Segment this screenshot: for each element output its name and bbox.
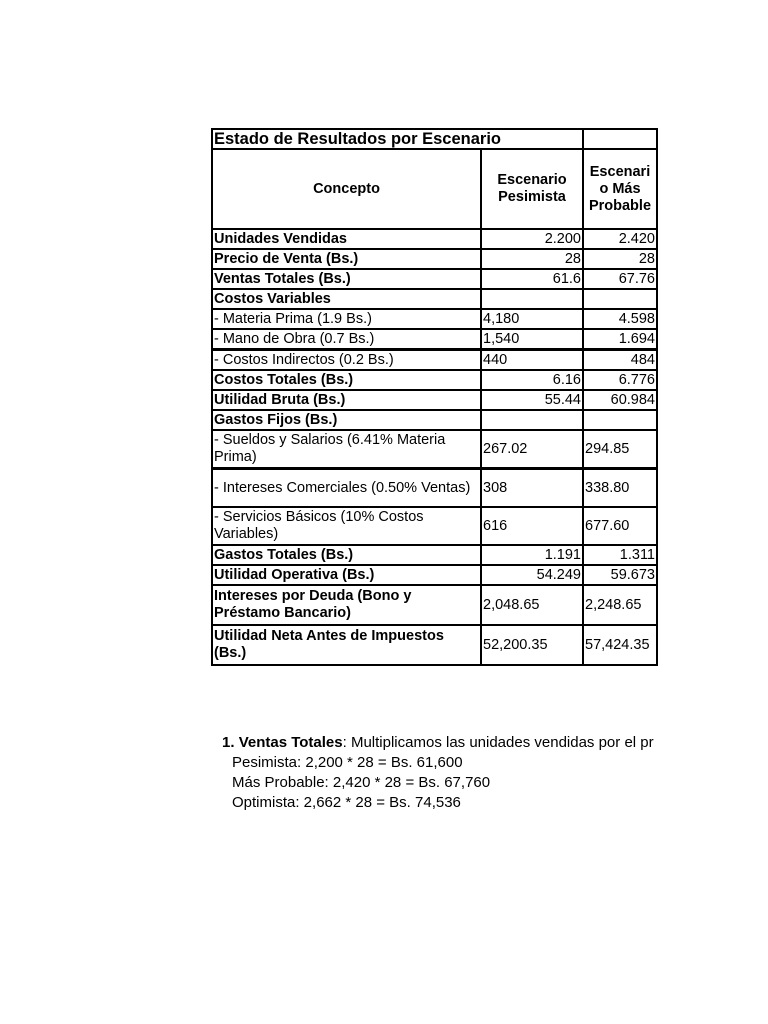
row-probable-value: 57,424.35: [583, 625, 657, 665]
row-probable-value: 59.673: [583, 565, 657, 585]
row-probable-value: 294.85: [583, 430, 657, 469]
row-label: - Costos Indirectos (0.2 Bs.): [212, 350, 481, 371]
row-pesimista-value: 2.200: [481, 229, 583, 249]
explanation-heading: [222, 733, 662, 753]
row-pesimista-value: 267.02: [481, 430, 583, 469]
income-statement-table: [211, 128, 658, 666]
explanation-number: 1.: [222, 734, 235, 751]
row-pesimista-value: 308: [481, 469, 583, 508]
explanation-line: Optimista: 2,662 * 28 = Bs. 74,536: [232, 794, 461, 811]
row-pesimista-value: 2,048.65: [481, 585, 583, 625]
explanation-term: Ventas Totales: [238, 734, 343, 751]
row-label: - Mano de Obra (0.7 Bs.): [212, 329, 481, 350]
row-pesimista-value: 28: [481, 249, 583, 269]
explanation-line: Más Probable: 2,420 * 28 = Bs. 67,760: [232, 774, 491, 791]
row-probable-value: 2,248.65: [583, 585, 657, 625]
header-probable: Escenari o Más Probable: [583, 149, 657, 229]
row-probable-value: 1.311: [583, 545, 657, 565]
row-label: Costos Totales (Bs.): [212, 370, 481, 390]
row-pesimista-value: 6.16: [481, 370, 583, 390]
row-label: Ventas Totales (Bs.): [212, 269, 481, 289]
row-label: - Sueldos y Salarios (6.41% Materia Prima): [212, 430, 481, 469]
row-probable-value: 1.694: [583, 329, 657, 350]
explanation-text: : Multiplicamos las unidades vendidas por el pr: [342, 734, 654, 751]
row-probable-value: 60.984: [583, 390, 657, 410]
row-pesimista-value: [481, 410, 583, 430]
row-probable-value: 4.598: [583, 309, 657, 329]
row-pesimista-value: [481, 289, 583, 309]
row-label: Gastos Fijos (Bs.): [212, 410, 481, 430]
explanation-line: Pesimista: 2,200 * 28 = Bs. 61,600: [232, 754, 463, 771]
row-label: Utilidad Operativa (Bs.): [212, 565, 481, 585]
row-probable-value: 2.420: [583, 229, 657, 249]
row-pesimista-value: 1.191: [481, 545, 583, 565]
row-label: Intereses por Deuda (Bono y Préstamo Bancario): [212, 585, 481, 625]
row-pesimista-value: 54.249: [481, 565, 583, 585]
header-pesimista: Escenario Pesimista: [481, 149, 583, 229]
row-pesimista-value: 55.44: [481, 390, 583, 410]
explanation-block: [222, 733, 662, 813]
row-label: Utilidad Neta Antes de Impuestos (Bs.): [212, 625, 481, 665]
row-label: Precio de Venta (Bs.): [212, 249, 481, 269]
row-label: Costos Variables: [212, 289, 481, 309]
row-probable-value: 338.80: [583, 469, 657, 508]
row-label: Utilidad Bruta (Bs.): [212, 390, 481, 410]
row-pesimista-value: 616: [481, 507, 583, 545]
row-label: - Servicios Básicos (10% Costos Variables): [212, 507, 481, 545]
row-pesimista-value: 1,540: [481, 329, 583, 350]
row-pesimista-value: 4,180: [481, 309, 583, 329]
row-probable-value: [583, 410, 657, 430]
header-concept: Concepto: [212, 149, 481, 229]
row-probable-value: 67.76: [583, 269, 657, 289]
title-empty-cell: [583, 129, 657, 149]
row-probable-value: 677.60: [583, 507, 657, 545]
row-label: - Intereses Comerciales (0.50% Ventas): [212, 469, 481, 508]
table-title: Estado de Resultados por Escenario: [212, 129, 583, 149]
row-pesimista-value: 61.6: [481, 269, 583, 289]
row-label: Unidades Vendidas: [212, 229, 481, 249]
row-probable-value: 28: [583, 249, 657, 269]
row-label: - Materia Prima (1.9 Bs.): [212, 309, 481, 329]
row-probable-value: 6.776: [583, 370, 657, 390]
row-label: Gastos Totales (Bs.): [212, 545, 481, 565]
row-pesimista-value: 52,200.35: [481, 625, 583, 665]
row-pesimista-value: 440: [481, 350, 583, 371]
row-probable-value: 484: [583, 350, 657, 371]
row-probable-value: [583, 289, 657, 309]
